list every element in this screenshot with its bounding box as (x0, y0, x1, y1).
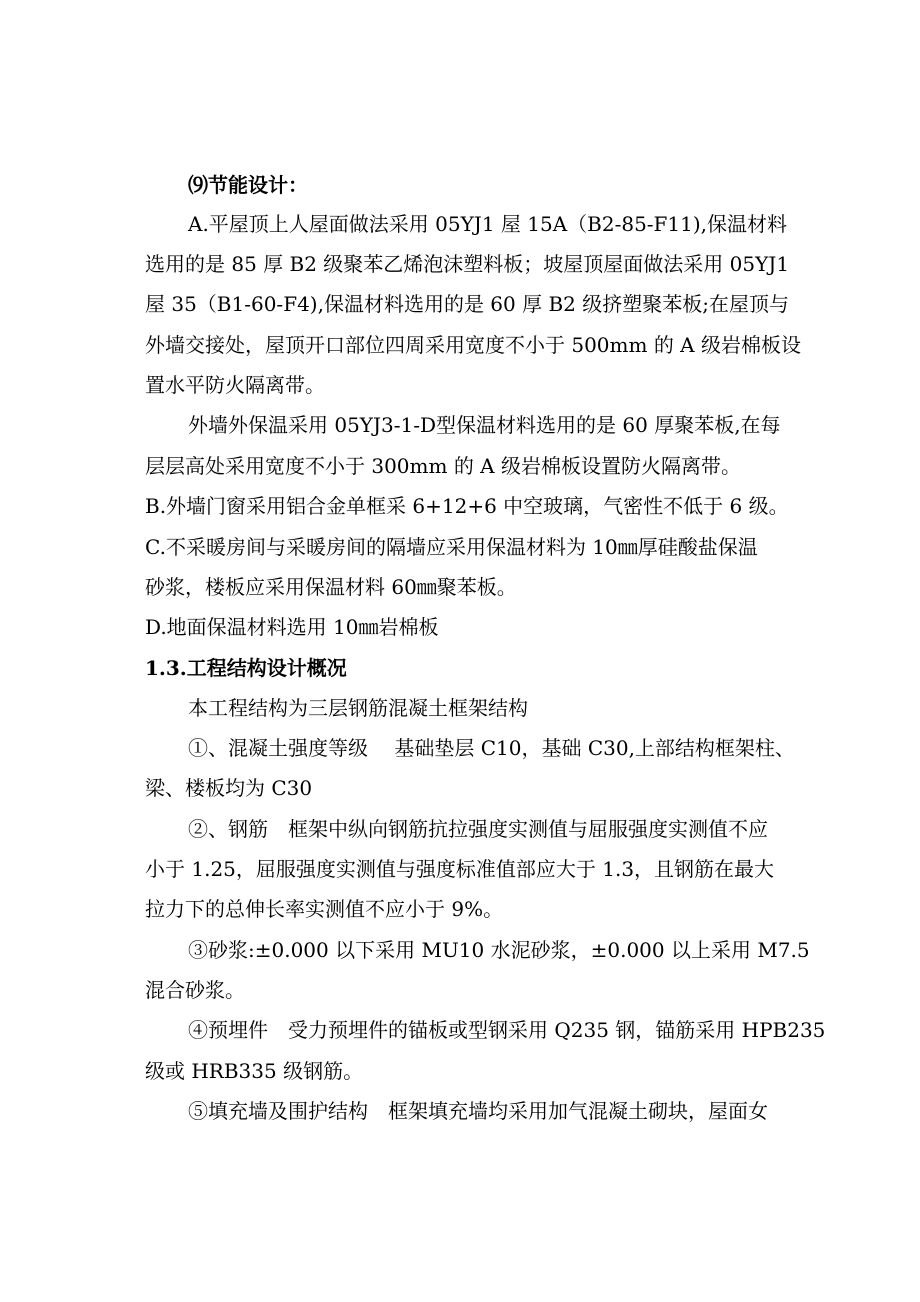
paragraph-line: D.地面保温材料选用 10㎜岩棉板 (145, 615, 439, 639)
paragraph-line: 拉力下的总伸长率实测值不应小于 9%。 (145, 897, 504, 921)
paragraph-line: B.外墙门窗采用铝合金单框采 6+12+6 中空玻璃，气密性不低于 6 级。 (145, 494, 789, 518)
paragraph-line: 小于 1.25，屈服强度实测值与强度标准值部应大于 1.3，且钢筋在最大 (145, 857, 775, 881)
paragraph-line: C.不采暖房间与采暖房间的隔墙应采用保温材料为 10㎜厚硅酸盐保温 (145, 535, 758, 559)
paragraph-line: 置水平防火隔离带。 (145, 373, 325, 397)
section-heading-structure: 1.3.工程结构设计概况 (145, 656, 347, 680)
paragraph-line: ④预埋件 受力预埋件的锚板或型钢采用 Q235 钢，锚筋采用 HPB235 (188, 1018, 826, 1042)
paragraph-line: ①、混凝土强度等级 基础垫层 C10，基础 C30,上部结构框架柱、 (188, 736, 795, 760)
paragraph-line: A.平屋顶上人屋面做法采用 05YJ1 屋 15A（B2-85-F11),保温材料 (188, 212, 788, 236)
paragraph-line: 外墙交接处，屋顶开口部位四周采用宽度不小于 500mm 的 A 级岩棉板设 (145, 333, 801, 357)
paragraph-line: 选用的是 85 厚 B2 级聚苯乙烯泡沫塑料板；坡屋顶屋面做法采用 05YJ1 (145, 252, 790, 276)
paragraph-line: 本工程结构为三层钢筋混凝土框架结构 (188, 696, 528, 720)
paragraph-line: 级或 HRB335 级钢筋。 (145, 1059, 364, 1083)
paragraph-line: ②、钢筋 框架中纵向钢筋抗拉强度实测值与屈服强度实测值不应 (188, 817, 768, 841)
paragraph-line: 屋 35（B1-60-F4),保温材料选用的是 60 厚 B2 级挤塑聚苯板;在屋顶与 (145, 292, 789, 316)
paragraph-line: 梁、楼板均为 C30 (145, 776, 313, 800)
paragraph-line: 砂浆，楼板应采用保温材料 60㎜聚苯板。 (145, 575, 517, 599)
paragraph-line: 外墙外保温采用 05YJ3-1-D型保温材料选用的是 60 厚聚苯板,在每 (188, 413, 781, 437)
paragraph-line: 层层高处采用宽度不小于 300mm 的 A 级岩棉板设置防火隔离带。 (145, 454, 741, 478)
paragraph-line: ③砂浆:±0.000 以下采用 MU10 水泥砂浆，±0.000 以上采用 M7.5 (188, 938, 810, 962)
paragraph-line: 混合砂浆。 (145, 978, 245, 1002)
section-heading-energy-design: ⑼节能设计： (188, 173, 308, 197)
paragraph-line: ⑤填充墙及围护结构 框架填充墙均采用加气混凝土砌块，屋面女 (188, 1099, 768, 1123)
